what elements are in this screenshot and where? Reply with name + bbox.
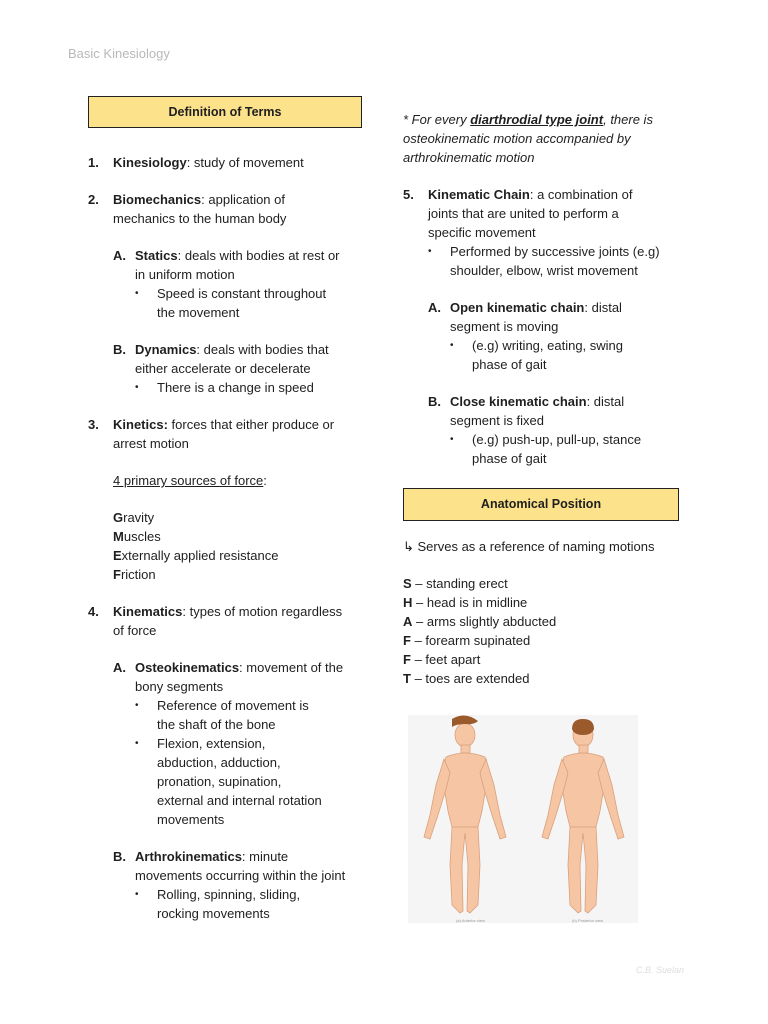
anatomy-illustration bbox=[408, 715, 638, 923]
bullet-icon: • bbox=[428, 246, 432, 257]
mnemonic-item: F – feet apart bbox=[403, 652, 481, 667]
page-header: Basic Kinesiology bbox=[68, 46, 170, 61]
bullet-icon: • bbox=[135, 288, 139, 299]
section-heading-definition: Definition of Terms bbox=[88, 96, 362, 128]
bullet-item: • Rolling, spinning, sliding, rocking movements bbox=[135, 887, 301, 921]
force-source: Friction bbox=[113, 567, 156, 582]
force-source: Gravity bbox=[113, 510, 155, 525]
bullet-item: • Flexion, extension, abduction, adduction, pronation, supination, external and internal rotation movements bbox=[135, 736, 322, 827]
list-item-arthrokinematics: B. Arthrokinematics: minute movements occurring within the joint bbox=[113, 849, 346, 883]
bullet-icon: • bbox=[135, 889, 139, 900]
bullet-icon: • bbox=[135, 700, 139, 711]
list-item-statics: A. Statics: deals with bodies at rest or in uniform motion bbox=[113, 248, 340, 282]
back-view-figure bbox=[542, 719, 624, 913]
bullet-item: • (e.g) writing, eating, swing phase of gait bbox=[450, 338, 624, 372]
list-item-osteokinematics: A. Osteokinematics: movement of the bony segments bbox=[113, 660, 344, 694]
force-sources-label: 4 primary sources of force: bbox=[113, 473, 267, 488]
list-item-kinematic-chain: 5. Kinematic Chain: a combination of joints that are united to perform a specific movement bbox=[403, 187, 633, 240]
bullet-item: • (e.g) push-up, pull-up, stance phase of gait bbox=[450, 432, 642, 466]
page-footer-credit: C.B. Suelan bbox=[635, 965, 684, 975]
list-item-kinetics: 3. Kinetics: forces that either produce or arrest motion bbox=[88, 417, 335, 451]
list-item-biomechanics: 2. Biomechanics: application of mechanics to the human body bbox=[88, 192, 287, 226]
list-item-kinematics: 4. Kinematics: types of motion regardless of force bbox=[88, 604, 343, 638]
bullet-item: • There is a change in speed bbox=[135, 380, 314, 395]
right-column bbox=[403, 110, 693, 688]
bullet-icon: • bbox=[450, 434, 454, 445]
bullet-item: • Speed is constant throughout the movement bbox=[135, 286, 327, 320]
mnemonic-list bbox=[403, 574, 693, 688]
bullet-icon: • bbox=[450, 340, 454, 351]
bullet-item: • Reference of movement is the shaft of the bone bbox=[135, 698, 309, 732]
force-source: Muscles bbox=[113, 529, 161, 544]
mnemonic-item: S – standing erect bbox=[403, 576, 508, 591]
bullet-icon: • bbox=[135, 382, 139, 393]
mnemonic-item: T – toes are extended bbox=[403, 671, 530, 686]
front-view-figure bbox=[424, 715, 506, 913]
mnemonic-item: F – forearm supinated bbox=[403, 633, 531, 648]
left-column bbox=[88, 96, 368, 923]
figure-caption-front: (a) Anterior view bbox=[456, 918, 485, 923]
mnemonic-item: A – arms slightly abducted bbox=[403, 614, 557, 629]
force-source: Externally applied resistance bbox=[113, 548, 279, 563]
mnemonic-item: H – head is in midline bbox=[403, 595, 528, 610]
force-sources-list bbox=[113, 508, 368, 584]
bullet-item: • Performed by successive joints (e.g) shoulder, elbow, wrist movement bbox=[428, 244, 660, 278]
bullet-icon: • bbox=[135, 738, 139, 749]
anatomical-figure bbox=[408, 715, 638, 923]
section-heading-anatomical: Anatomical Position bbox=[403, 488, 679, 521]
list-item-kinesiology: 1. Kinesiology: study of movement bbox=[88, 155, 304, 170]
diarthrodial-note: * For every diarthrodial type joint, there is osteokinematic motion accompanied by arthrokinematic motion bbox=[403, 112, 653, 165]
list-item-dynamics: B. Dynamics: deals with bodies that either accelerate or decelerate bbox=[113, 342, 329, 376]
arrow-line: ↳ Serves as a reference of naming motions bbox=[403, 539, 655, 554]
list-item-close-chain: B. Close kinematic chain: distal segment is fixed bbox=[428, 394, 625, 428]
list-item-open-chain: A. Open kinematic chain: distal segment is moving bbox=[428, 300, 622, 334]
figure-caption-back: (b) Posterior view bbox=[572, 918, 604, 923]
